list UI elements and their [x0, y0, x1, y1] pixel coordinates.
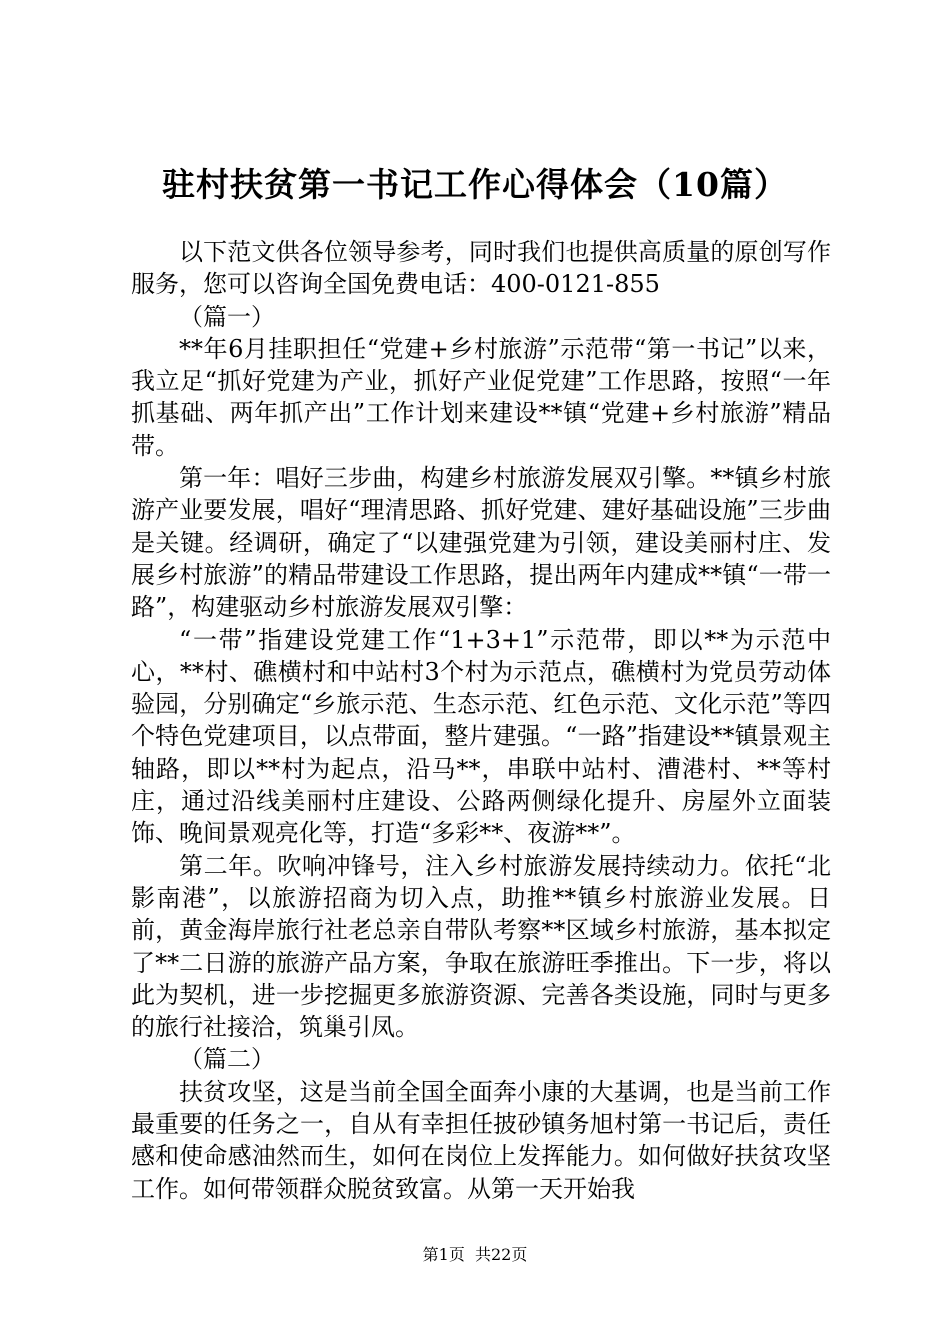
- body-paragraph: 第二年。吹响冲锋号，注入乡村旅游发展持续动力。依托“北影南港”，以旅游招商为切入点，助推**镇乡村旅游业发展。日前，黄金海岸旅行社老总亲自带队考察**区域乡村旅游，基本拟定了**二日游的旅游产品方案，争取在旅游旺季推出。下一步，将以此为契机，进一步挖掘更多旅游资源、完善各类设施，同时与更多的旅行社接洽，筑巢引凤。: [131, 851, 831, 1042]
- page-number-footer: 第1页 共22页: [422, 1245, 528, 1264]
- document-title: 驻村扶贫第一书记工作心得体会（10篇）: [162, 165, 788, 204]
- body-paragraph: “一带”指建设党建工作“1+3+1”示范带，即以**为示范中心，**村、礁横村和中站村3个村为示范点，礁横村为党员劳动体验园，分别确定“乡旅示范、生态示范、红色示范、文化示范”等四个特色党建项目，以点带面，整片建强。“一路”指建设**镇景观主轴路，即以**村为起点，沿马**，串联中站村、漕港村、**等村庄，通过沿线美丽村庄建设、公路两侧绿化提升、房屋外立面装饰、晚间景观亮化等，打造“多彩**、夜游**”。: [131, 625, 831, 848]
- intro-paragraph: 以下范文供各位领导参考，同时我们也提供高质量的原创写作服务，您可以咨询全国免费电话：400-0121-855: [131, 238, 831, 299]
- body-paragraph: 扶贫攻坚，这是当前全国全面奔小康的大基调，也是当前工作最重要的任务之一，自从有幸担任披砂镇务旭村第一书记后，责任感和使命感油然而生，如何在岗位上发挥能力。如何做好扶贫攻坚工作。如何带领群众脱贫致富。从第一天开始我: [131, 1077, 831, 1203]
- body-paragraph: **年6月挂职担任“党建+乡村旅游”示范带“第一书记”以来，我立足“抓好党建为产业，抓好产业促党建”工作思路，按照“一年抓基础、两年抓产出”工作计划来建设**镇“党建+乡村旅游”精品带。: [131, 334, 831, 460]
- body-paragraph: 第一年：唱好三步曲，构建乡村旅游发展双引擎。**镇乡村旅游产业要发展，唱好“理清思路、抓好党建、建好基础设施”三步曲是关键。经调研，确定了“以建强党建为引领，建设美丽村庄、发展乡村旅游”的精品带建设工作思路，提出两年内建成**镇“一带一路”，构建驱动乡村旅游发展双引擎：: [131, 464, 831, 622]
- section-heading-1: （篇一）: [179, 302, 275, 331]
- document-body: [131, 236, 831, 1205]
- section-heading-2: （篇二）: [179, 1045, 275, 1074]
